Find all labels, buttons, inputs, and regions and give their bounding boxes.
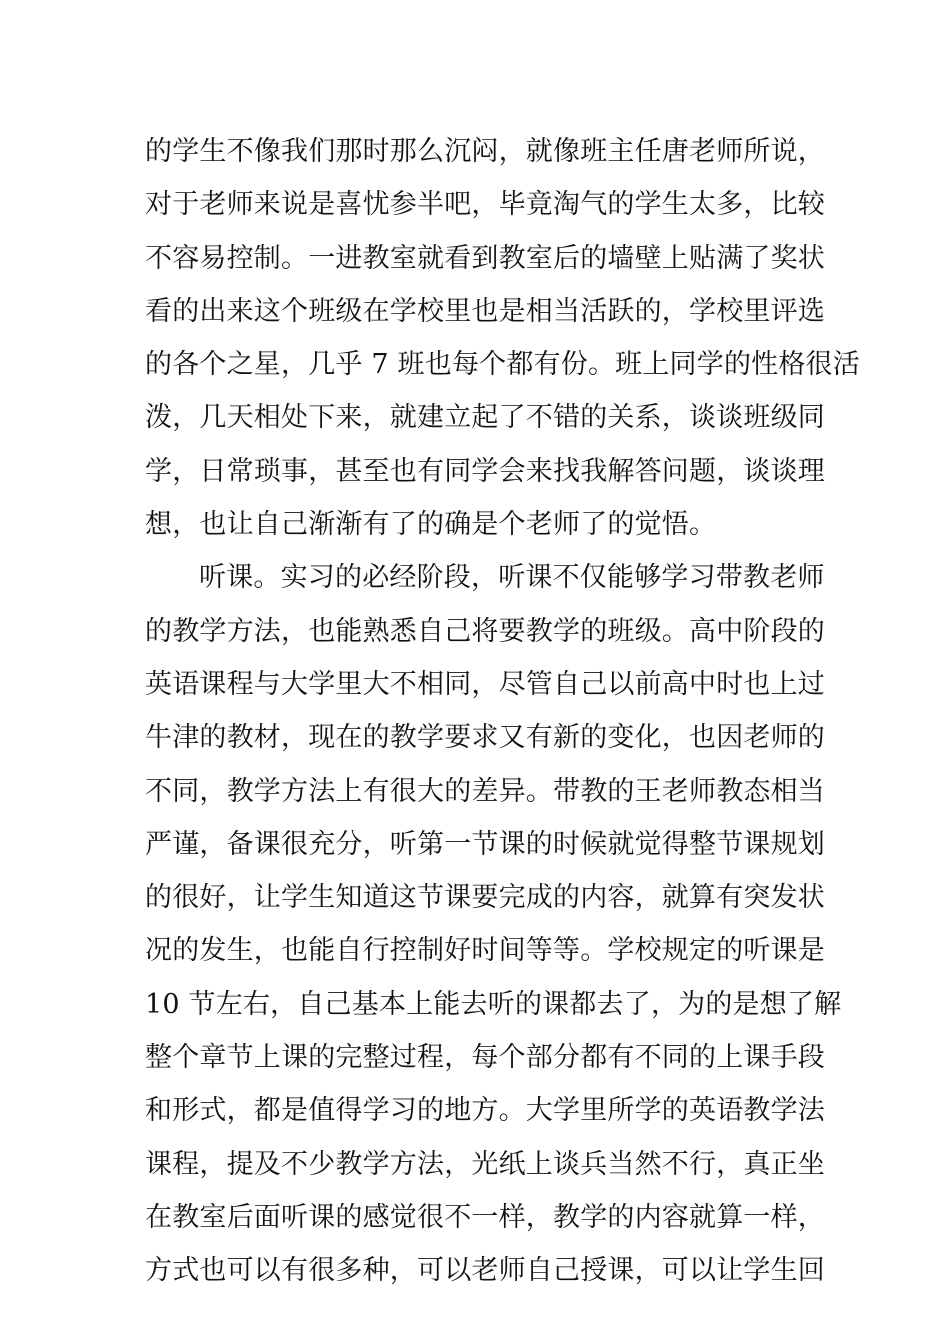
- text-line: 对于老师来说是喜忧参半吧，毕竟淘气的学生太多，比较: [145, 189, 825, 221]
- text-line: 看的出来这个班级在学校里也是相当活跃的，学校里评选: [145, 295, 825, 327]
- text-line: 和形式，都是值得学习的地方。大学里所学的英语教学法: [145, 1095, 825, 1127]
- text-line: 不容易控制。一进教室就看到教室后的墙壁上贴满了奖状: [145, 242, 825, 274]
- text-line: 方式也可以有很多种，可以老师自己授课，可以让学生回: [145, 1255, 825, 1287]
- text-line: 英语课程与大学里大不相同，尽管自己以前高中时也上过: [145, 668, 825, 700]
- body-text: [145, 125, 860, 1298]
- text-line: 想，也让自己渐渐有了的确是个老师了的觉悟。: [145, 509, 717, 541]
- text-line: 在教室后面听课的感觉很不一样，教学的内容就算一样，: [145, 1201, 825, 1233]
- text-line-indented: 听课。实习的必经阶段，听课不仅能够学习带教老师: [199, 562, 825, 594]
- text-line: 的学生不像我们那时那么沉闷，就像班主任唐老师所说，: [145, 136, 825, 167]
- paragraph-2: [145, 551, 842, 1297]
- text-line: 不同，教学方法上有很大的差异。带教的王老师教态相当: [145, 775, 825, 807]
- text-line: 学，日常琐事，甚至也有同学会来找我解答问题，谈谈理: [145, 455, 825, 487]
- text-line: 的各个之星，几乎 7 班也每个都有份。班上同学的性格很活: [145, 349, 860, 381]
- text-line: 整个章节上课的完整过程，每个部分都有不同的上课手段: [145, 1042, 825, 1074]
- text-line: 的教学方法，也能熟悉自己将要教学的班级。高中阶段的: [145, 615, 825, 647]
- text-line: 况的发生，也能自行控制好时间等等。学校规定的听课是: [145, 935, 825, 967]
- text-line: 的很好，让学生知道这节课要完成的内容，就算有突发状: [145, 882, 825, 914]
- text-line: 严谨，备课很充分，听第一节课的时候就觉得整节课规划: [145, 828, 825, 860]
- text-line: 10 节左右，自己基本上能去听的课都去了，为的是想了解: [145, 988, 842, 1020]
- text-line: 泼，几天相处下来，就建立起了不错的关系，谈谈班级同: [145, 402, 825, 434]
- text-line: 牛津的教材，现在的教学要求又有新的变化，也因老师的: [145, 722, 825, 754]
- paragraph-1: [145, 125, 860, 551]
- text-line: 课程，提及不少教学方法，光纸上谈兵当然不行，真正坐: [145, 1148, 825, 1180]
